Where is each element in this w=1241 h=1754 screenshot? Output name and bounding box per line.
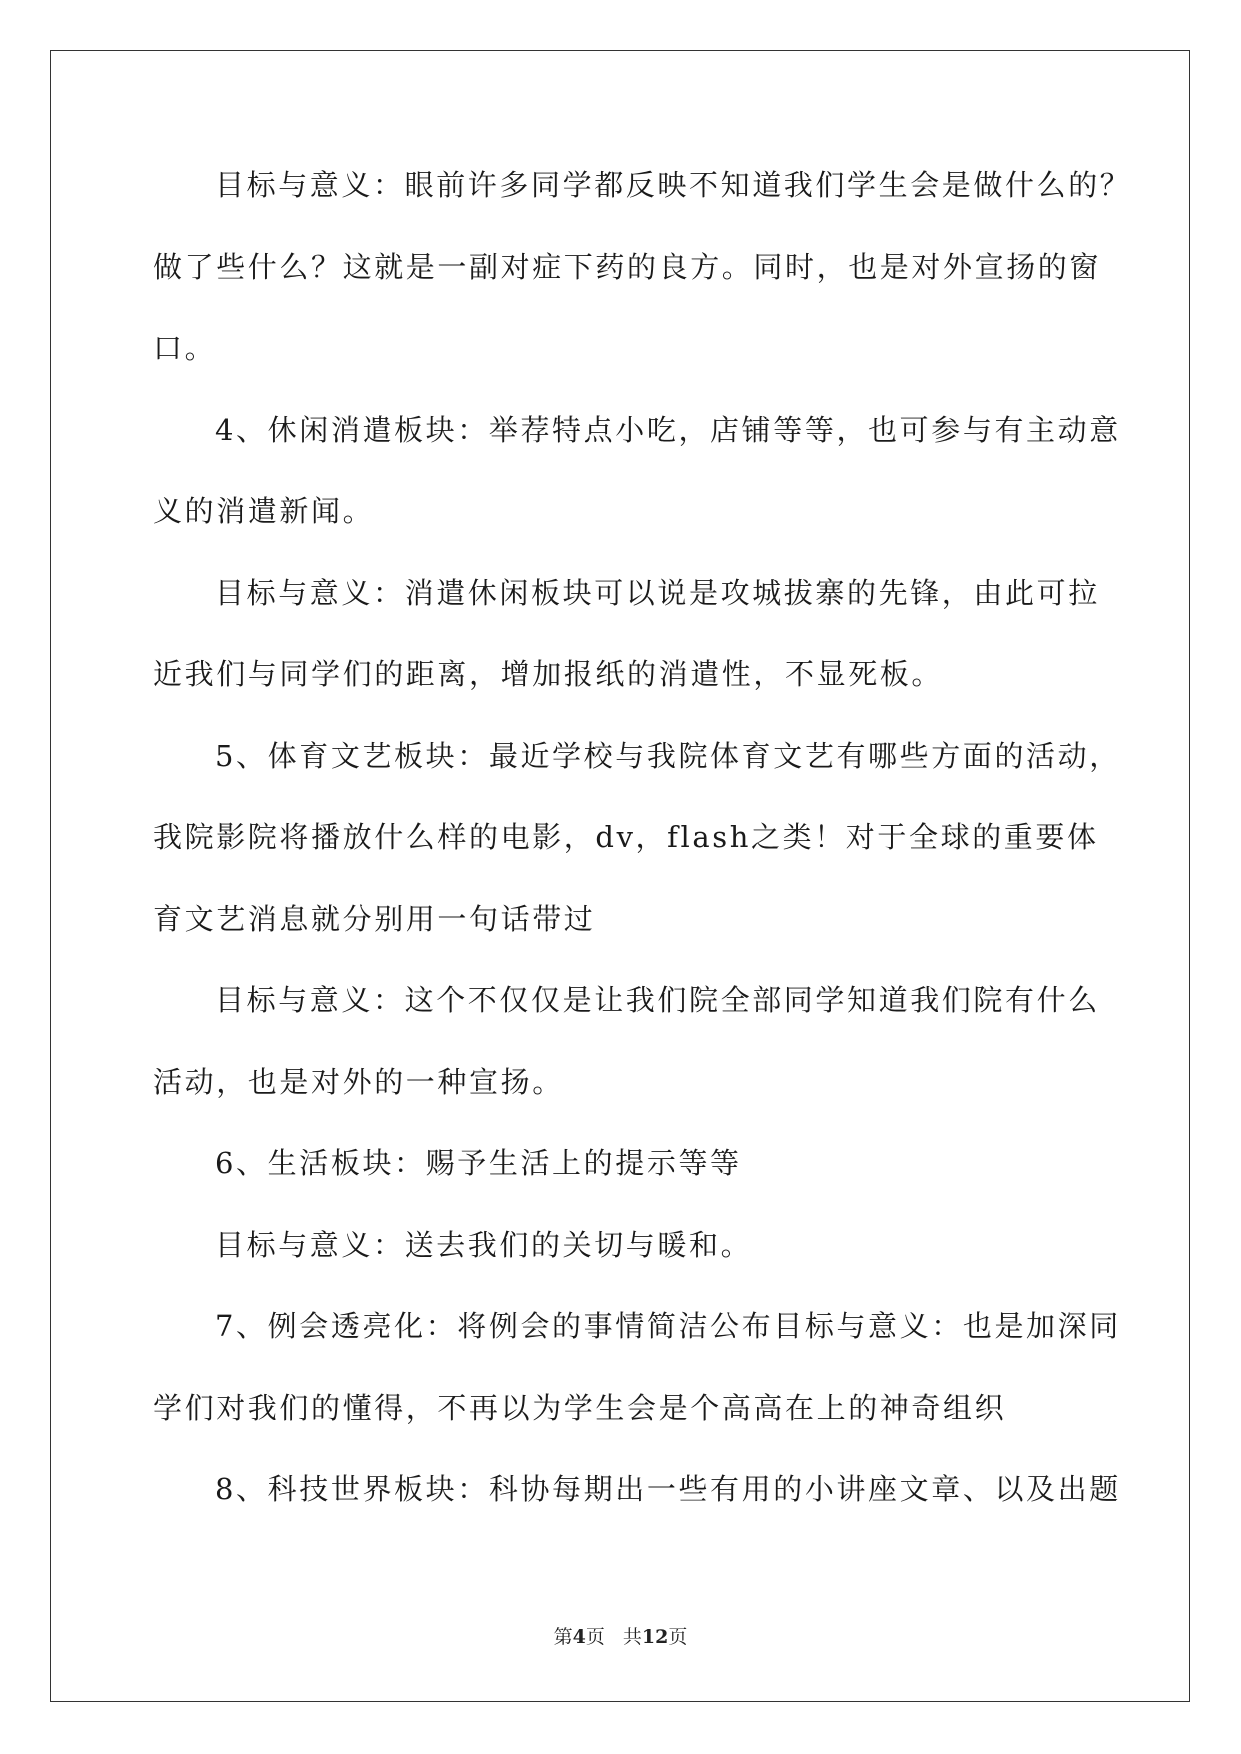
footer-total-pages: 12 (641, 1626, 669, 1648)
text-line: 8、科技世界板块：科协每期出一些有用的小讲座文章、以及出题 (215, 1472, 1121, 1506)
text-line: 口。 (153, 331, 217, 365)
text-line: 目标与意义：这个不仅仅是让我们院全部同学知道我们院有什么 (215, 983, 1100, 1017)
text-line: 义的消遣新闻。 (153, 494, 375, 528)
text-line: 近我们与同学们的距离，增加报纸的消遣性，不显死板。 (153, 657, 944, 691)
document-body (153, 160, 1132, 1546)
text-line: 活动，也是对外的一种宣扬。 (153, 1064, 564, 1099)
text-line: 7、例会透亮化：将例会的事情简洁公布目标与意义：也是加深同 (215, 1309, 1121, 1343)
text-line: 我院影院将播放什么样的电影，dv，flash之类！对于全球的重要体 (153, 820, 1099, 854)
footer-page-number: 4 (572, 1626, 586, 1648)
footer-total-suffix: 页 (668, 1626, 688, 1648)
text-line: 目标与意义：眼前许多同学都反映不知道我们学生会是做什么的？ (215, 168, 1132, 202)
footer-page-prefix: 第 (553, 1626, 573, 1648)
text-line: 6、生活板块：赐予生活上的提示等等 (215, 1146, 742, 1180)
text-line: 5、体育文艺板块：最近学校与我院体育文艺有哪些方面的活动， (215, 738, 1121, 773)
footer-page-suffix: 页 (585, 1626, 605, 1648)
text-line: 4、休闲消遣板块：举荐特点小吃，店铺等等，也可参与有主动意 (215, 412, 1121, 447)
text-line: 目标与意义：送去我们的关切与暖和。 (215, 1227, 753, 1262)
text-block (153, 160, 1132, 1546)
text-line: 目标与意义：消遣休闲板块可以说是攻城拔寨的先锋，由此可拉 (215, 575, 1100, 610)
footer-total-prefix: 共 (622, 1626, 642, 1648)
text-line: 学们对我们的懂得，不再以为学生会是个高高在上的神奇组织 (153, 1390, 1007, 1425)
page-footer (0, 1622, 1241, 1649)
text-line: 育文艺消息就分别用一句话带过 (153, 901, 596, 936)
text-line: 做了些什么？这就是一副对症下药的良方。同时，也是对外宣扬的窗 (153, 249, 1102, 284)
